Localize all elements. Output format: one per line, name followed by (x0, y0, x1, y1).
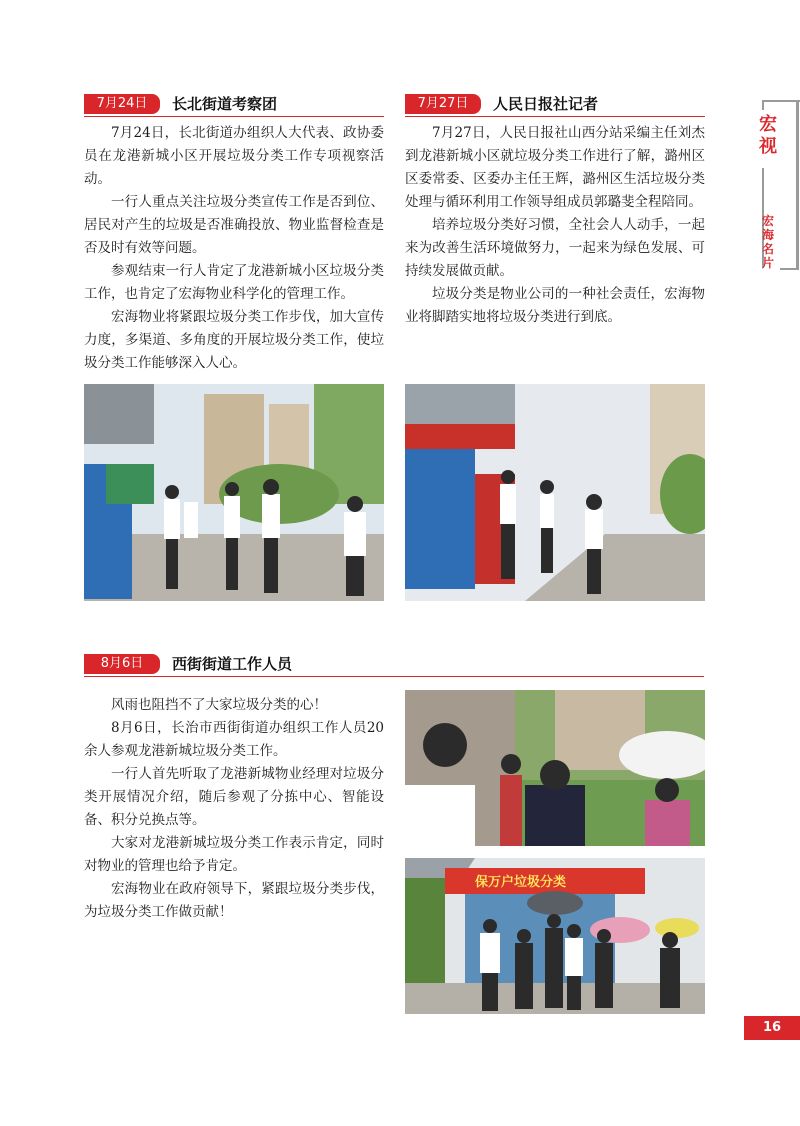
photo-aug6-recycling-station (405, 858, 705, 1014)
paragraph: 宏海物业在政府领导下，紧跟垃圾分类步伐，为垃圾分类工作做贡献！ (84, 881, 384, 920)
section-header-jul24 (84, 94, 384, 116)
photo-aug6-umbrellas (405, 690, 705, 846)
paragraph: 大家对龙港新城垃圾分类工作表示肯定，同时对物业的管理也给予肯定。 (84, 835, 384, 874)
section-title: 西街街道工作人员 (172, 655, 293, 673)
section-title: 人民日报社记者 (493, 95, 599, 113)
section-rule (84, 116, 384, 117)
section-rule (405, 116, 705, 117)
tab-border (780, 268, 799, 270)
section-body-jul27 (405, 122, 705, 329)
banner-text: 保万户垃圾分类 (475, 875, 567, 890)
photo-jul24-inspection (84, 384, 384, 601)
page-number: 16 (744, 1016, 800, 1040)
paragraph: 宏海物业将紧跟垃圾分类工作步伐，加大宣传力度，多渠道、多角度的开展垃圾分类工作，使垃圾分类工作能够深入人心。 (84, 309, 384, 371)
section-header-aug6 (84, 654, 704, 676)
sidebar-subtitle: 宏海名片 (761, 214, 774, 270)
sidebar-title: 宏视 (759, 114, 777, 157)
paragraph: 8月6日，长治市西街街道办组织工作人员20余人参观龙港新城垃圾分类工作。 (84, 720, 384, 759)
sidebar-section-tab (752, 98, 800, 270)
section-body-aug6 (84, 694, 384, 924)
paragraph: 培养垃圾分类好习惯，全社会人人动手，一起来为改善生活环境做努力，一起来为绿色发展、可持续发展做贡献。 (405, 217, 705, 279)
paragraph: 参观结束一行人肯定了龙港新城小区垃圾分类工作，也肯定了宏海物业科学化的管理工作。 (84, 263, 384, 302)
paragraph: 7月24日，长北街道办组织人大代表、政协委员在龙港新城小区开展垃圾分类工作专项视察活动。 (84, 125, 384, 187)
section-rule (84, 676, 704, 677)
paragraph: 7月27日，人民日报社山西分站采编主任刘杰到龙港新城小区就垃圾分类工作进行了解，潞州区区委常委、区委办主任王辉，潞州区生活垃圾分类处理与循环利用工作领导组成员郭璐斐全程陪同。 (405, 125, 705, 210)
photo-jul27-reporter (405, 384, 705, 601)
section-body-jul24 (84, 122, 384, 375)
section-title: 长北街道考察团 (172, 95, 278, 113)
date-tag: 8月6日 (84, 654, 160, 674)
tab-border (762, 100, 800, 102)
tab-border (796, 100, 799, 270)
date-tag: 7月27日 (405, 94, 481, 114)
tab-border (762, 100, 764, 110)
date-tag: 7月24日 (84, 94, 160, 114)
paragraph: 垃圾分类是物业公司的一种社会责任，宏海物业将脚踏实地将垃圾分类进行到底。 (405, 286, 705, 325)
paragraph: 一行人重点关注垃圾分类宣传工作是否到位、居民对产生的垃圾是否准确投放、物业监督检查是否及时有效等问题。 (84, 194, 384, 256)
paragraph: 风雨也阻挡不了大家垃圾分类的心！ (111, 697, 327, 713)
paragraph: 一行人首先听取了龙港新城物业经理对垃圾分类开展情况介绍，随后参观了分拣中心、智能设备、积分兑换点等。 (84, 766, 384, 828)
section-header-jul27 (405, 94, 705, 116)
